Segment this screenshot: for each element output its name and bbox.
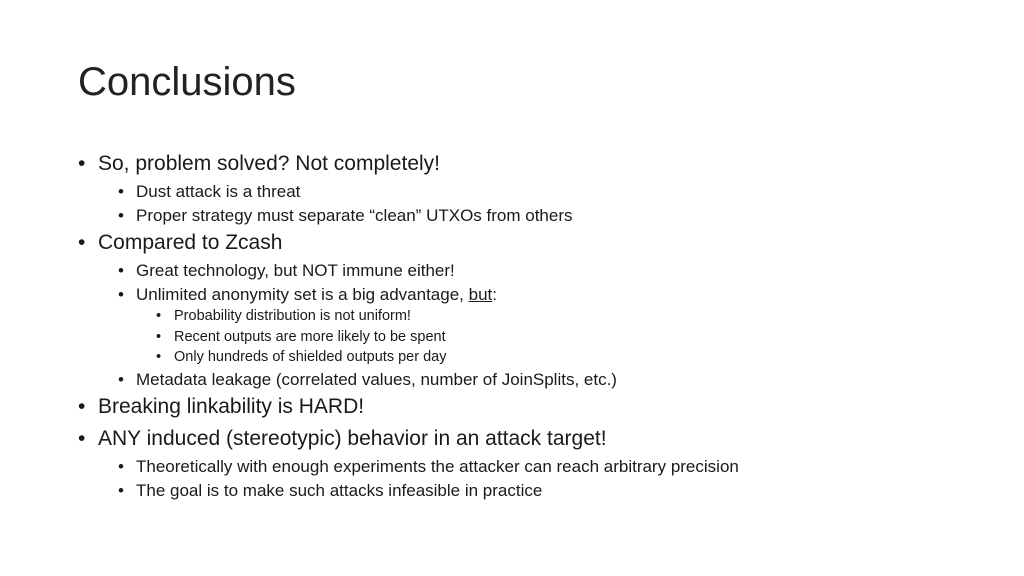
bullet-level2 — [78, 180, 998, 204]
bullet-icon: • — [118, 369, 124, 389]
bullet-level1 — [78, 391, 998, 423]
bullet-icon: • — [118, 205, 124, 225]
bullet-level3 — [78, 347, 998, 368]
bullet-level3 — [78, 327, 998, 348]
bullet-text: Theoretically with enough experiments the attacker can reach arbitrary precision — [136, 457, 739, 476]
bullet-icon: • — [156, 349, 162, 365]
bullet-level3 — [78, 306, 998, 327]
bullet-level1 — [78, 423, 998, 455]
bullet-text: Dust attack is a threat — [136, 182, 301, 201]
bullet-icon: • — [78, 395, 86, 418]
bullet-icon: • — [118, 480, 124, 500]
bullet-text: Metadata leakage (correlated values, number of JoinSplits, etc.) — [136, 369, 617, 389]
bullet-icon: • — [118, 182, 124, 201]
bullet-icon: • — [78, 231, 86, 254]
bullet-level2 — [78, 204, 998, 228]
underlined-word: but — [468, 284, 493, 304]
bullet-text: Only hundreds of shielded outputs per day — [174, 349, 447, 365]
bullet-list — [78, 148, 998, 502]
bullet-level2 — [78, 283, 998, 307]
bullet-text: Compared to Zcash — [98, 231, 283, 254]
bullet-text: Proper strategy must separate “clean” UTXOs from others — [136, 205, 573, 225]
bullet-text: Unlimited anonymity set is a big advantage, — [136, 284, 469, 304]
bullet-text: Breaking linkability is HARD! — [98, 395, 365, 418]
bullet-icon: • — [118, 457, 124, 476]
bullet-icon: • — [78, 427, 86, 450]
bullet-level2 — [78, 479, 998, 503]
bullet-text: Great technology, but NOT immune either! — [136, 261, 455, 280]
bullet-level2 — [78, 368, 998, 392]
bullet-text: Probability distribution is not uniform! — [174, 308, 411, 324]
bullet-icon: • — [118, 261, 124, 280]
bullet-text: Recent outputs are more likely to be spent — [174, 328, 446, 345]
bullet-text: So, problem solved? Not completely! — [98, 152, 440, 175]
bullet-icon: • — [118, 284, 124, 304]
bullet-icon: • — [156, 308, 162, 324]
bullet-text: ANY induced (stereotypic) behavior in an attack target! — [98, 427, 607, 450]
slide-title: Conclusions — [78, 60, 296, 104]
bullet-icon: • — [156, 328, 162, 345]
bullet-level1 — [78, 148, 998, 180]
bullet-level1 — [78, 227, 998, 259]
bullet-text-suffix: : — [492, 284, 497, 304]
bullet-text: The goal is to make such attacks infeasible in practice — [136, 480, 543, 500]
bullet-icon: • — [78, 152, 86, 175]
bullet-level2 — [78, 455, 998, 479]
bullet-level2 — [78, 259, 998, 283]
